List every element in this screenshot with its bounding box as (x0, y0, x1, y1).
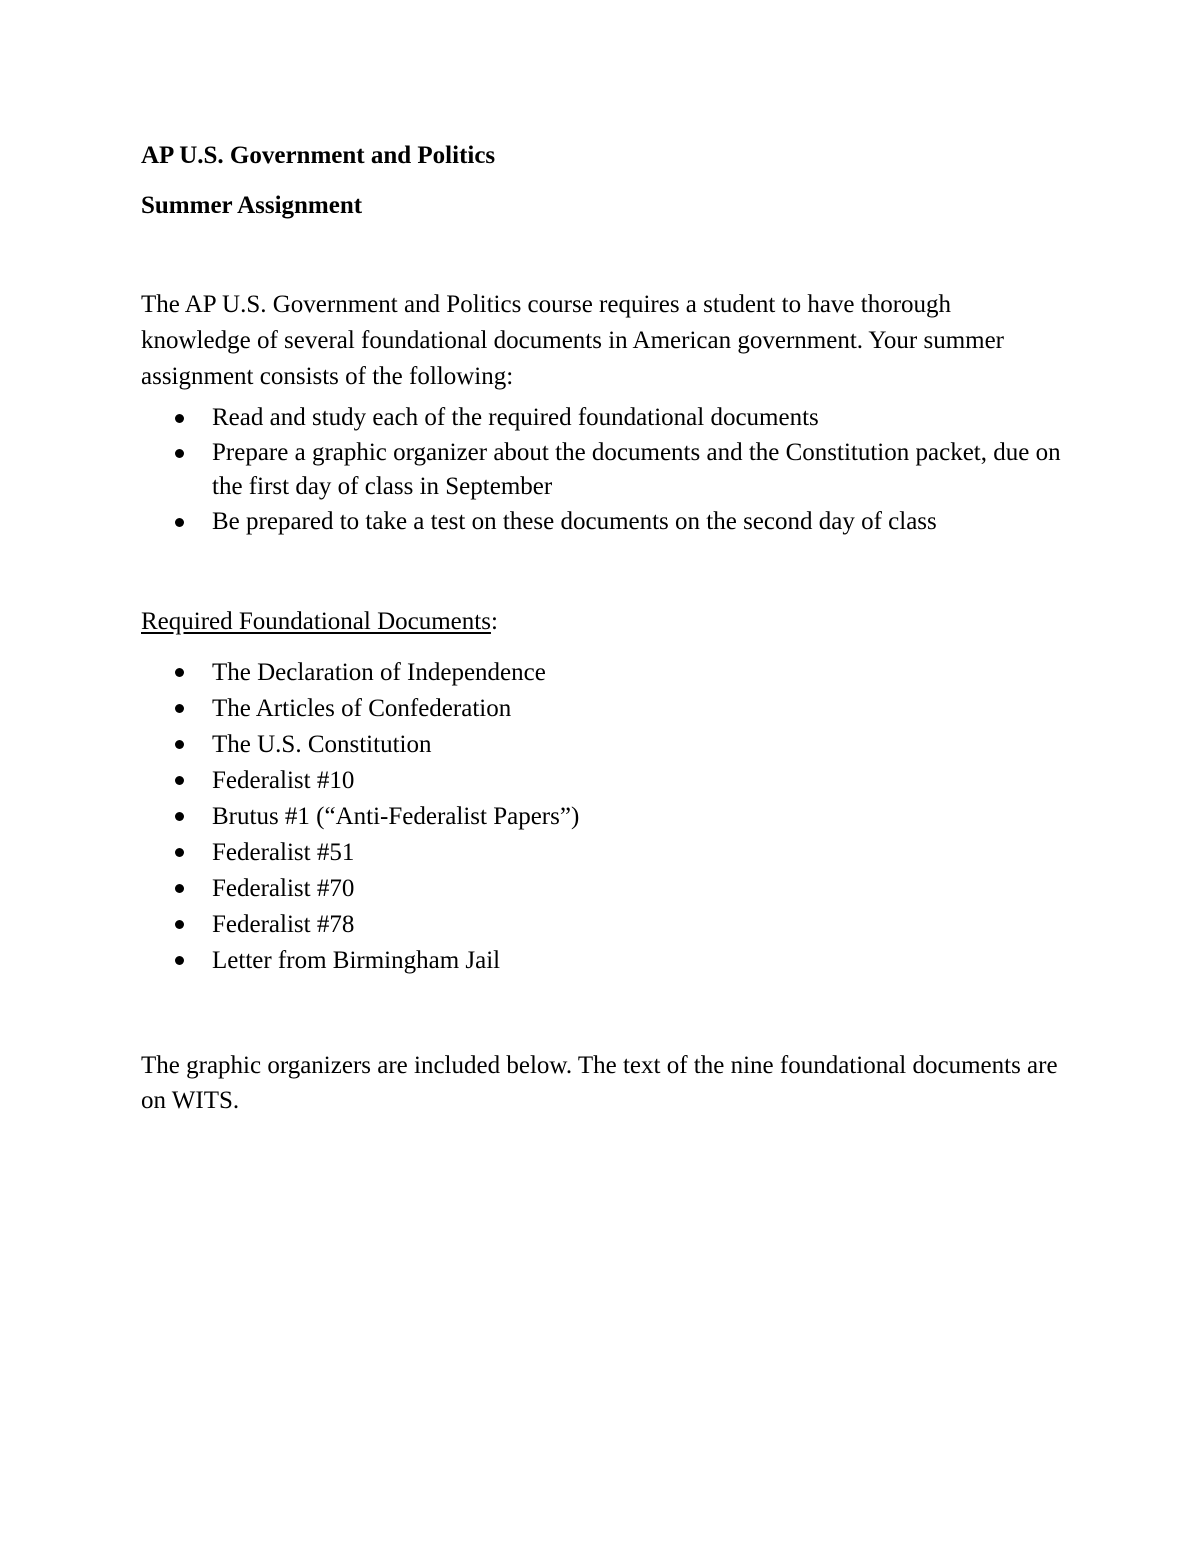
list-item (141, 871, 1061, 907)
bullet-icon (175, 704, 184, 713)
list-item (141, 835, 1061, 871)
list-item (141, 763, 1061, 799)
list-item (141, 691, 1061, 727)
document-name: Letter from Birmingham Jail (212, 947, 501, 974)
document-name: Brutus #1 (“Anti-Federalist Papers”) (212, 803, 580, 830)
documents-list (141, 655, 1061, 979)
bullet-icon (175, 414, 184, 423)
task-text: Prepare a graphic organizer about the documents and the Constitution packet, due on the first day of class in September (212, 438, 1061, 500)
bullet-icon (175, 740, 184, 749)
document-name: The Declaration of Independence (212, 659, 546, 686)
task-text: Read and study each of the required foundational documents (212, 404, 819, 431)
list-item (141, 655, 1061, 691)
list-item (141, 907, 1061, 943)
document-content (141, 140, 1061, 1118)
bullet-icon (175, 884, 184, 893)
list-item (141, 505, 1061, 540)
document-title: AP U.S. Government and Politics (141, 142, 496, 169)
bullet-icon (175, 776, 184, 785)
document-name: Federalist #10 (212, 767, 355, 794)
document-name: Federalist #70 (212, 875, 355, 902)
bullet-icon (175, 449, 184, 458)
bullet-icon (175, 812, 184, 821)
intro-paragraph: The AP U.S. Government and Politics course requires a student to have thorough knowledge of several foundational documents in American government. Your summer assignment consists of the following: (141, 291, 1005, 390)
required-documents-label: Required Foundational Documents (141, 608, 491, 635)
bullet-icon (175, 518, 184, 527)
task-list (141, 401, 1061, 539)
task-text: Be prepared to take a test on these documents on the second day of class (212, 507, 937, 535)
document-subtitle: Summer Assignment (141, 192, 363, 219)
document-name: The Articles of Confederation (212, 695, 512, 722)
list-item (141, 799, 1061, 835)
list-item (141, 727, 1061, 763)
bullet-icon (175, 920, 184, 929)
bullet-icon (175, 956, 184, 965)
document-name: Federalist #78 (212, 911, 355, 938)
closing-paragraph: The graphic organizers are included below. The text of the nine foundational documents are on WITS. (141, 1052, 1058, 1114)
document-name: The U.S. Constitution (212, 731, 432, 758)
required-documents-colon: : (490, 608, 498, 635)
list-item (141, 436, 1061, 505)
bullet-icon (175, 848, 184, 857)
document-name: Federalist #51 (212, 839, 355, 866)
bullet-icon (175, 668, 184, 677)
required-documents-heading (141, 605, 1061, 639)
list-item (141, 401, 1061, 436)
list-item (141, 943, 1061, 979)
